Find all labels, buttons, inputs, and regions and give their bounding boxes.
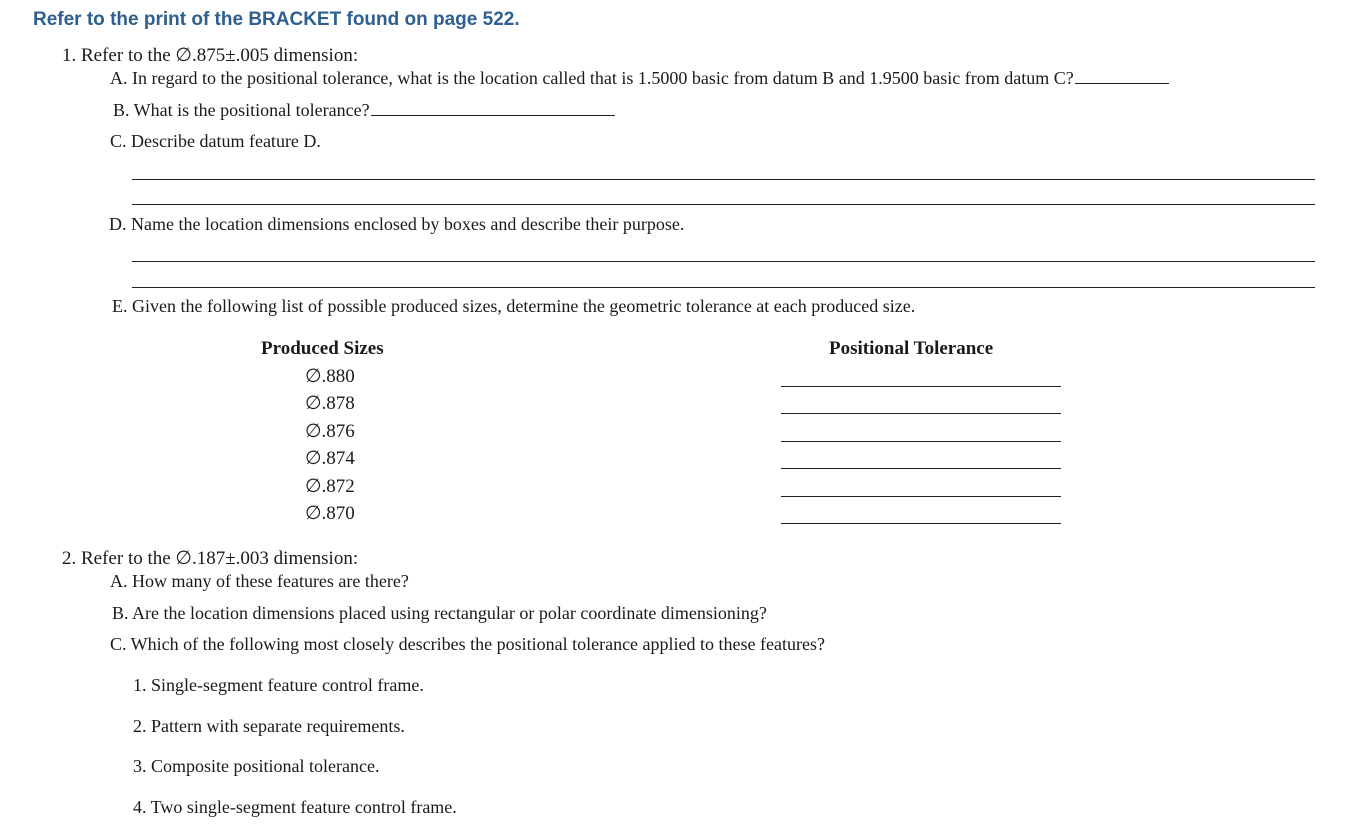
q1-part-c-answer-line-1[interactable] — [132, 179, 1315, 180]
question-1-label: 1. Refer to the ∅.875±.005 dimension: — [62, 45, 359, 66]
question-2-label: 2. Refer to the ∅.187±.003 dimension: — [62, 548, 359, 569]
tolerance-answer-line-3[interactable] — [781, 441, 1061, 442]
q1-part-a — [110, 68, 1169, 89]
produced-size-5: ∅.872 — [305, 476, 355, 497]
table-header-positional-tolerance: Positional Tolerance — [829, 338, 994, 359]
q2-option-4[interactable]: 4. Two single-segment feature control frame. — [133, 797, 457, 817]
q2-option-2[interactable]: 2. Pattern with separate requirements. — [133, 716, 405, 736]
q2-part-b-text: B. Are the location dimensions placed using rectangular or polar coordinate dimensioning? — [112, 603, 767, 623]
table-header-produced-sizes: Produced Sizes — [261, 338, 384, 359]
tolerance-answer-line-1[interactable] — [781, 386, 1061, 387]
tolerance-answer-line-5[interactable] — [781, 496, 1061, 497]
q1-part-d-answer-line-1[interactable] — [132, 261, 1315, 262]
q1-part-b-text: B. What is the positional tolerance? — [113, 100, 370, 120]
q1-part-a-answer-blank[interactable] — [1075, 82, 1169, 84]
q1-part-c-text: C. Describe datum feature D. — [110, 131, 321, 151]
q1-part-a-text: A. In regard to the positional tolerance, what is the location called that is 1.5000 basic from datum B and 1.9500 basic from datum C? — [110, 68, 1074, 88]
tolerance-answer-line-6[interactable] — [781, 523, 1061, 524]
q2-part-c-text: C. Which of the following most closely describes the positional tolerance applied to these features? — [110, 634, 825, 654]
q1-part-b-answer-blank[interactable] — [371, 114, 615, 116]
produced-size-2: ∅.878 — [305, 393, 355, 414]
produced-size-1: ∅.880 — [305, 366, 355, 387]
q1-part-d-answer-line-2[interactable] — [132, 287, 1315, 288]
q1-part-c-answer-line-2[interactable] — [132, 204, 1315, 205]
tolerance-answer-line-4[interactable] — [781, 468, 1061, 469]
q2-part-a-text: A. How many of these features are there? — [110, 571, 409, 591]
worksheet-heading: Refer to the print of the BRACKET found on page 522. — [33, 9, 520, 30]
q2-option-3[interactable]: 3. Composite positional tolerance. — [133, 756, 380, 776]
q1-part-b — [113, 100, 615, 121]
produced-size-6: ∅.870 — [305, 503, 355, 524]
q1-part-d-text: D. Name the location dimensions enclosed by boxes and describe their purpose. — [109, 214, 685, 234]
produced-size-3: ∅.876 — [305, 421, 355, 442]
produced-size-4: ∅.874 — [305, 448, 355, 469]
q2-option-1[interactable]: 1. Single-segment feature control frame. — [133, 675, 424, 695]
q1-part-e-text: E. Given the following list of possible produced sizes, determine the geometric tolerance at each produced size. — [112, 296, 916, 316]
tolerance-answer-line-2[interactable] — [781, 413, 1061, 414]
